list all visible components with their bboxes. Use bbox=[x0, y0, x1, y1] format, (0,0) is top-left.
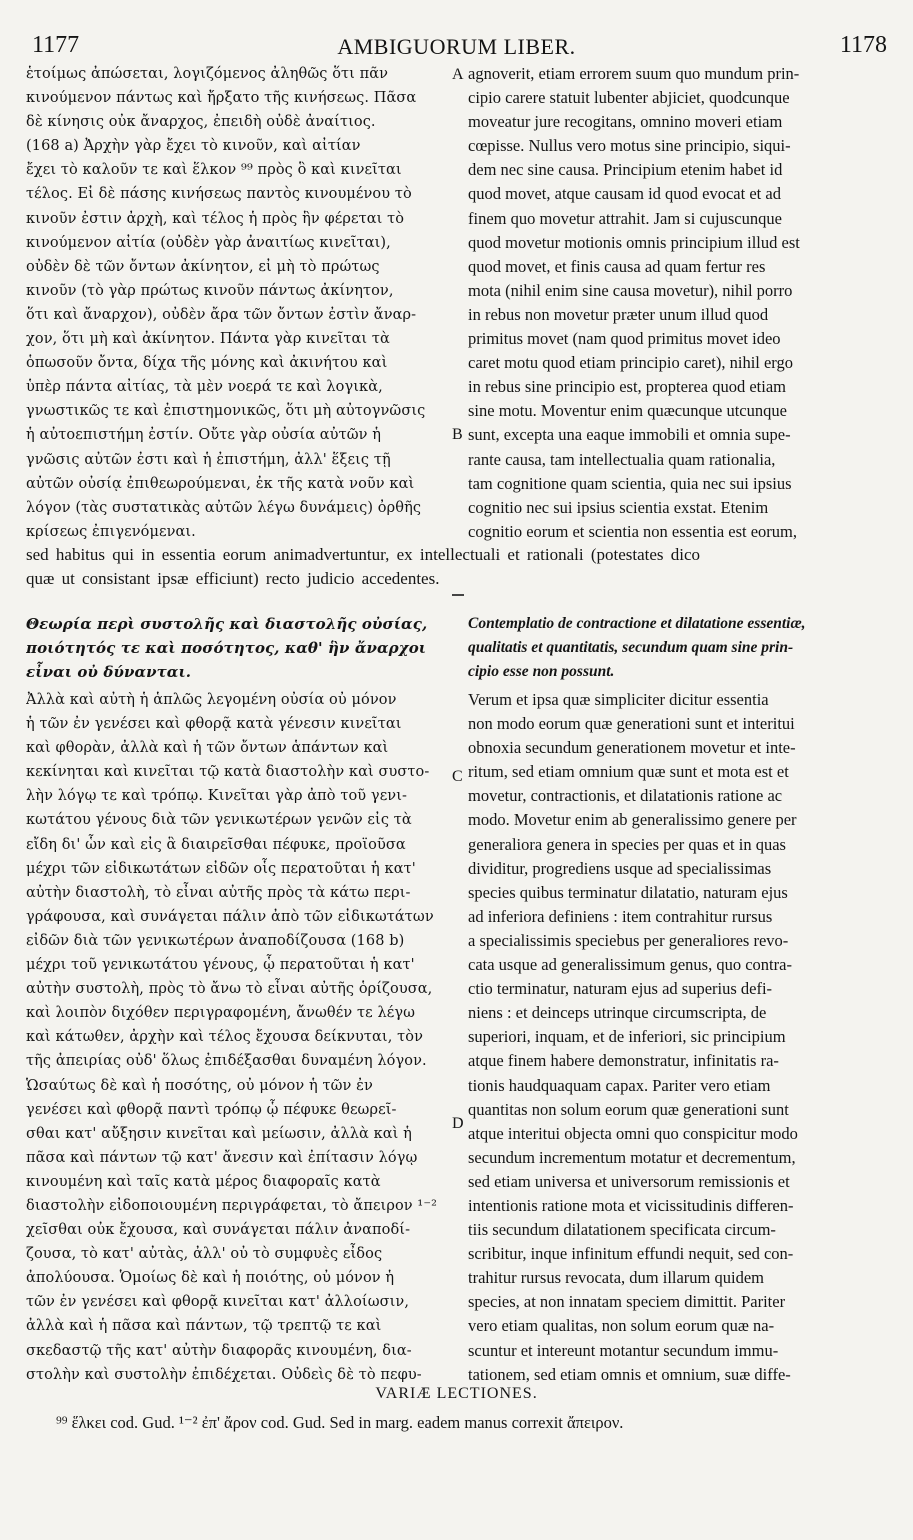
text-line: Ἀλλὰ καὶ αὐτὴ ἡ ἁπλῶς λεγομένη οὐσία οὐ μόνον bbox=[26, 692, 397, 708]
text-line: γράφουσα, καὶ συνάγεται πάλιν ἀπὸ τῶν εἰδικωτάτων bbox=[26, 908, 434, 925]
text-line: mota (nihil enim sine causa movetur), nihil porro bbox=[468, 280, 793, 300]
latin-column-block-2 bbox=[468, 688, 888, 1387]
margin-letter-d: D bbox=[452, 1115, 464, 1132]
text-line: ζουσα, τὸ κατ' αὐτὰς, ἀλλ' οὐ τὸ συμφυὲς εἶδος bbox=[26, 1246, 383, 1263]
text-line: tam cognitione quam scientia, quia nec sui ipsius bbox=[468, 473, 792, 493]
text-line: ritum, sed etiam omnium quæ sunt et mota est et bbox=[468, 762, 789, 782]
text-line: primitus movet (nam quod primitus movet ideo bbox=[468, 329, 781, 349]
text-line: modo. Movetur enim ab generalissimo genere per bbox=[468, 810, 797, 830]
page-header bbox=[0, 32, 913, 62]
text-line: sed habitus qui in essentia eorum animadvertuntur, ex intellectuali et rationali (potestates dico bbox=[26, 545, 701, 564]
text-line: εἰδῶν διὰ τῶν γενικωτέρων ἀναποδίζουσα (168 b) bbox=[26, 932, 405, 949]
text-line: intentionis ratione mota et vicissitudinis differen- bbox=[468, 1195, 794, 1215]
right-page-number: 1178 bbox=[839, 32, 887, 58]
text-line: cata usque ad generalissimum genus, quo contra- bbox=[468, 955, 792, 975]
text-line: μέχρι τοῦ γενικωτάτου γένους, ᾧ περατοῦται ἡ κατ' bbox=[26, 957, 415, 974]
text-line: γενέσει καὶ φθορᾷ παντὶ τρόπῳ ᾧ πέφυκε θεωρεῖ- bbox=[26, 1101, 397, 1118]
latin-section-heading bbox=[468, 612, 888, 684]
text-line: atque finem habere demonstratur, infinitatis ra- bbox=[468, 1051, 779, 1071]
text-line: rante causa, tam intellectualia quam rationalia, bbox=[468, 449, 776, 469]
text-line: vero etiam qualitas, non solum eorum quæ na- bbox=[468, 1316, 775, 1336]
text-line: atque interitui objecta omni quo conspicitur modo bbox=[468, 1123, 798, 1143]
text-line: κινούμενον αἰτία (οὐδὲν γὰρ ἀναιτίως κινεῖται), bbox=[26, 234, 391, 251]
margin-letter-a: A bbox=[452, 66, 464, 83]
greek-section-heading bbox=[26, 612, 466, 684]
text-line: qualitatis et quantitatis, secundum quam sine prin- bbox=[468, 639, 794, 657]
text-line: species quibus terminatur dilatatio, naturam ejus bbox=[468, 882, 788, 902]
text-line: ἑτοίμως ἀπώσεται, λογιζόμενος ἀληθῶς ὅτι πᾶν bbox=[26, 66, 389, 82]
left-page-number: 1177 bbox=[32, 32, 80, 58]
text-line: quod movet, atque causam id quod evocat et ad bbox=[468, 184, 781, 204]
text-line: ἀπολύουσα. Ὁμοίως δὲ καὶ ἡ ποιότης, οὐ μόνον ἡ bbox=[26, 1270, 395, 1287]
text-line: αὐτὴν συστολὴ, πρὸς τὸ ἄνω τὸ εἶναι αὐτῆς ὁρίζουσα, bbox=[26, 981, 433, 998]
text-line: scribitur, inque infinitum effundi nequit, sed con- bbox=[468, 1244, 794, 1264]
text-line: Θεωρία περὶ συστολῆς καὶ διαστολῆς οὐσίας, bbox=[26, 615, 428, 633]
text-line: tiis secundum dilatationem specificata circum- bbox=[468, 1220, 776, 1240]
text-line: πᾶσα καὶ πάντων τῷ κατ' ἄνεσιν καὶ ἐπίτασιν λόγῳ bbox=[26, 1149, 418, 1166]
text-line: τῶν ἐν γενέσει καὶ φθορᾷ κινεῖται κατ' ἀλλοίωσιν, bbox=[26, 1294, 410, 1311]
text-line: αὐτῶν οὐσίᾳ ἐπιθεωρούμεναι, ἐκ τῆς κατὰ νοῦν καὶ bbox=[26, 475, 415, 492]
text-line: κινοῦν ἐστιν ἀρχὴ, καὶ τέλος ἡ πρὸς ἣν φέρεται τὸ bbox=[26, 210, 405, 227]
text-line: a specialissimis speciebus per generaliores revo- bbox=[468, 930, 789, 950]
text-line: εἶναι οὐ δύνανται. bbox=[26, 663, 192, 682]
text-line: tationem, sed etiam omnis et omnium, suæ diffe- bbox=[468, 1364, 791, 1384]
margin-letter-b: B bbox=[452, 426, 463, 443]
text-line: γνωστικῶς τε καὶ ἐπιστημονικῶς, ὅτι μὴ αὐτογνῶσις bbox=[26, 403, 426, 420]
text-line: ἡ τῶν ἐν γενέσει καὶ φθορᾷ κατὰ γένεσιν κινεῖται bbox=[26, 716, 402, 733]
text-line: cipio esse non possunt. bbox=[468, 663, 615, 681]
text-line: Verum et ipsa quæ simpliciter dicitur essentia bbox=[468, 690, 769, 709]
text-line: σκεδαστῷ τῆς κατ' αὐτὴν διαφορᾶς κινουμένη, δια- bbox=[26, 1342, 412, 1359]
text-line: χεῖσθαι οὐκ ἔχουσα, καὶ συνάγεται πάλιν ἀναποδί- bbox=[26, 1222, 411, 1239]
text-line: δὲ κίνησις οὐκ ἄναρχος, ἐπειδὴ οὐδὲ ἀναίτιος. bbox=[26, 114, 376, 131]
text-line: ἀλλὰ καὶ ἡ πᾶσα καὶ πάντων, τῷ τρεπτῷ τε καὶ bbox=[26, 1318, 382, 1335]
text-line: cipio carere statuit lubenter abjiciet, quodcunque bbox=[468, 88, 790, 108]
variae-lectiones-title: VARIÆ LECTIONES. bbox=[375, 1385, 538, 1402]
text-line: ἡ αὐτοεπιστήμη ἐστίν. Οὔτε γὰρ οὐσία αὐτῶν ἡ bbox=[26, 427, 382, 444]
text-line: καὶ κάτωθεν, ἀρχὴν καὶ τέλος ἔχουσα δείκνυται, τὸν bbox=[26, 1029, 423, 1046]
latin-column-block-1 bbox=[468, 62, 885, 544]
text-line: superiori, inquam, et de inferiori, sic principium bbox=[468, 1027, 786, 1047]
text-line: trahitur rursus revocata, dum illarum quidem bbox=[468, 1268, 765, 1288]
greek-column-block-1 bbox=[26, 62, 466, 544]
text-line: caret motu quod etiam principio caret), nihil ergo bbox=[468, 353, 794, 373]
latin-full-width-continuation bbox=[26, 543, 896, 591]
text-line: κινούμενον πάντως καὶ ἤρξατο τῆς κινήσεως. Πᾶσα bbox=[26, 90, 417, 107]
text-line: scuntur et intereunt motantur secundum immu- bbox=[468, 1340, 779, 1360]
text-line: καὶ λοιπὸν διχόθεν περιγραφομένη, ἄνωθέν τε λέγω bbox=[26, 1005, 416, 1022]
text-line: niens : et deinceps utrinque circumscripta, de bbox=[468, 1003, 767, 1023]
text-line: κινουμένη καὶ ταῖς κατὰ μέρος διαφοραῖς κατὰ bbox=[26, 1173, 381, 1190]
text-line: λόγον (τὰς συστατικὰς αὐτῶν λέγω δυνάμεις) ὀρθῆς bbox=[26, 499, 422, 516]
text-line: διαστολὴν εἰδοποιουμένη περιγράφεται, τὸ ἄπειρον ¹⁻² bbox=[26, 1197, 438, 1214]
text-line: ὅτι καὶ ἄναρχον), οὐδὲν ἄρα τῶν ὄντων ἐστὶν ἄναρ- bbox=[26, 306, 417, 323]
text-line: χον, ὅτι μὴ καὶ ἀκίνητον. Πάντα γὰρ κινεῖται τὰ bbox=[26, 331, 390, 348]
text-line: finem quo movetur attrahit. Jam si cujuscunque bbox=[468, 208, 782, 228]
text-line: dividitur, progrediens usque ad specialissimas bbox=[468, 858, 772, 878]
text-line: κρίσεως ἐπιγενόμεναι. bbox=[26, 523, 196, 540]
text-line: quantitas non solum eorum quæ generationi sunt bbox=[468, 1099, 789, 1119]
text-line: sine motu. Moventur enim quæcunque utcunque bbox=[468, 401, 787, 421]
section-divider bbox=[452, 594, 464, 596]
text-line: (168 a) Ἀρχὴν γὰρ ἔχει τὸ κινοῦν, καὶ αἰτίαν bbox=[26, 138, 361, 155]
variae-lectiones-text: ⁹⁹ ἕλκει cod. Gud. ¹⁻² ἐπ' ἄρον cod. Gud. Sed in marg. eadem manus correxit ἄπειρον. bbox=[56, 1413, 624, 1432]
text-line: αὐτὴν διαστολὴ, τὸ εἶναι αὐτῆς πρὸς τὰ κάτω περι- bbox=[26, 884, 411, 901]
text-line: moveatur jure recogitans, omnino moveri etiam bbox=[468, 112, 783, 132]
text-line: species, at non innatam speciem dimittit. Pariter bbox=[468, 1292, 786, 1312]
text-line: in rebus non movetur præter unum illud quod bbox=[468, 304, 769, 324]
margin-letter-c: C bbox=[452, 768, 463, 785]
text-line: quod movetur motionis omnis principium illud est bbox=[468, 232, 800, 252]
text-line: μέχρι τῶν εἰδικωτάτων εἰδῶν οἷς περατοῦται ἡ κατ' bbox=[26, 860, 416, 877]
text-line: Contemplatio de contractione et dilatatione essentiæ, bbox=[468, 615, 806, 632]
text-line: cognitio eorum et scientia non essentia est eorum, bbox=[468, 521, 797, 541]
text-line: cœpisse. Nullus vero motus sine principio, siqui- bbox=[468, 136, 791, 156]
text-line: ποιότητός τε καὶ ποσότητος, καθ' ἣν ἄναρχοι bbox=[26, 639, 427, 658]
text-line: obnoxia secundum generationem movetur et inte- bbox=[468, 738, 796, 758]
text-line: γνῶσις αὐτῶν ἐστι καὶ ἡ ἐπιστήμη, ἀλλ' ἕξεις τῇ bbox=[26, 451, 391, 468]
text-line: λὴν λόγῳ τε καὶ τρόπῳ. Κινεῖται γὰρ ἀπὸ τοῦ γενι- bbox=[26, 788, 408, 805]
text-line: quod movet, et finis causa ad quam fertur res bbox=[468, 256, 766, 276]
text-line: quæ ut consistant ipsæ efficiunt) recto judicio accedentes. bbox=[26, 569, 440, 589]
text-line: εἴδη δι' ὧν καὶ εἰς ἃ διαιρεῖσθαι πέφυκε, προϊοῦσα bbox=[26, 836, 406, 853]
text-line: τῆς ἀπειρίας οὐδ' ὅλως ἐπιδέξασθαι δυναμένη λόγον. bbox=[26, 1053, 427, 1070]
text-line: καὶ φθορὰν, ἀλλὰ καὶ ἡ τῶν ὄντων ἁπάντων καὶ bbox=[26, 740, 389, 757]
text-line: Ὡσαύτως δὲ καὶ ἡ ποσότης, οὐ μόνον ἡ τῶν ἐν bbox=[26, 1077, 373, 1094]
text-line: movetur, contractionis, et dilatationis ratione ac bbox=[468, 786, 783, 806]
text-line: in rebus sine principio est, propterea quod etiam bbox=[468, 377, 786, 397]
text-line: κινοῦν (τὸ γὰρ πρώτως κινοῦν πάντως ἀκίνητον, bbox=[26, 282, 394, 299]
text-line: σθαι κατ' αὔξησιν κινεῖται καὶ μείωσιν, ἀλλὰ καὶ ἡ bbox=[26, 1125, 412, 1142]
text-line: κεκίνηται καὶ κινεῖται τῷ κατὰ διαστολὴν καὶ συστο- bbox=[26, 764, 430, 781]
text-line: οὐδὲν δὲ τῶν ὄντων ἀκίνητον, εἰ μὴ τὸ πρώτως bbox=[26, 258, 380, 275]
text-line: ctio terminatur, naturam ejus ad superius defi- bbox=[468, 979, 773, 999]
text-line: tionis haudquaquam capax. Pariter vero etiam bbox=[468, 1075, 771, 1095]
text-line: ὁπωσοῦν ὄντα, δίχα τῆς μόνης καὶ ἀκινήτου καὶ bbox=[26, 355, 388, 372]
text-line: dem nec sine causa. Principium etenim habet id bbox=[468, 160, 783, 180]
greek-column-block-2 bbox=[26, 688, 466, 1387]
text-line: ἔχει τὸ καλοῦν τε καὶ ἕλκον ⁹⁹ πρὸς ὃ καὶ κινεῖται bbox=[26, 162, 402, 179]
text-line: κωτάτου γένους διὰ τῶν γενικωτέρων γενῶν εἰς τὰ bbox=[26, 812, 412, 829]
text-line: sed etiam universa et universorum remissionis et bbox=[468, 1171, 790, 1191]
text-line: στολὴν καὶ συστολὴν ἐπιδέχεται. Οὐδεὶς δὲ τὸ πεφυ- bbox=[26, 1366, 422, 1383]
text-line: ad inferiora definiens : item contrahitur rursus bbox=[468, 906, 773, 926]
text-line: generaliora genera in species per quas et in quas bbox=[468, 834, 786, 854]
text-line: non modo eorum quæ generationi sunt et interitui bbox=[468, 714, 795, 734]
text-line: sunt, excepta una eaque immobili et omnia supe- bbox=[468, 425, 791, 445]
text-line: cognitio nec sui ipsius scientia exstat. Etenim bbox=[468, 497, 769, 517]
running-title: AMBIGUORUM LIBER. bbox=[337, 34, 576, 59]
text-line: agnoverit, etiam errorem suum quo mundum prin- bbox=[468, 64, 800, 83]
text-line: ὑπὲρ πάντα αἰτίας, τὰ μὲν νοερά τε καὶ λογικὰ, bbox=[26, 379, 383, 396]
text-line: secundum incrementum motatur et decrementum, bbox=[468, 1147, 796, 1167]
text-line: τέλος. Εἰ δὲ πάσης κινήσεως παντὸς κινουμένου τὸ bbox=[26, 186, 412, 203]
